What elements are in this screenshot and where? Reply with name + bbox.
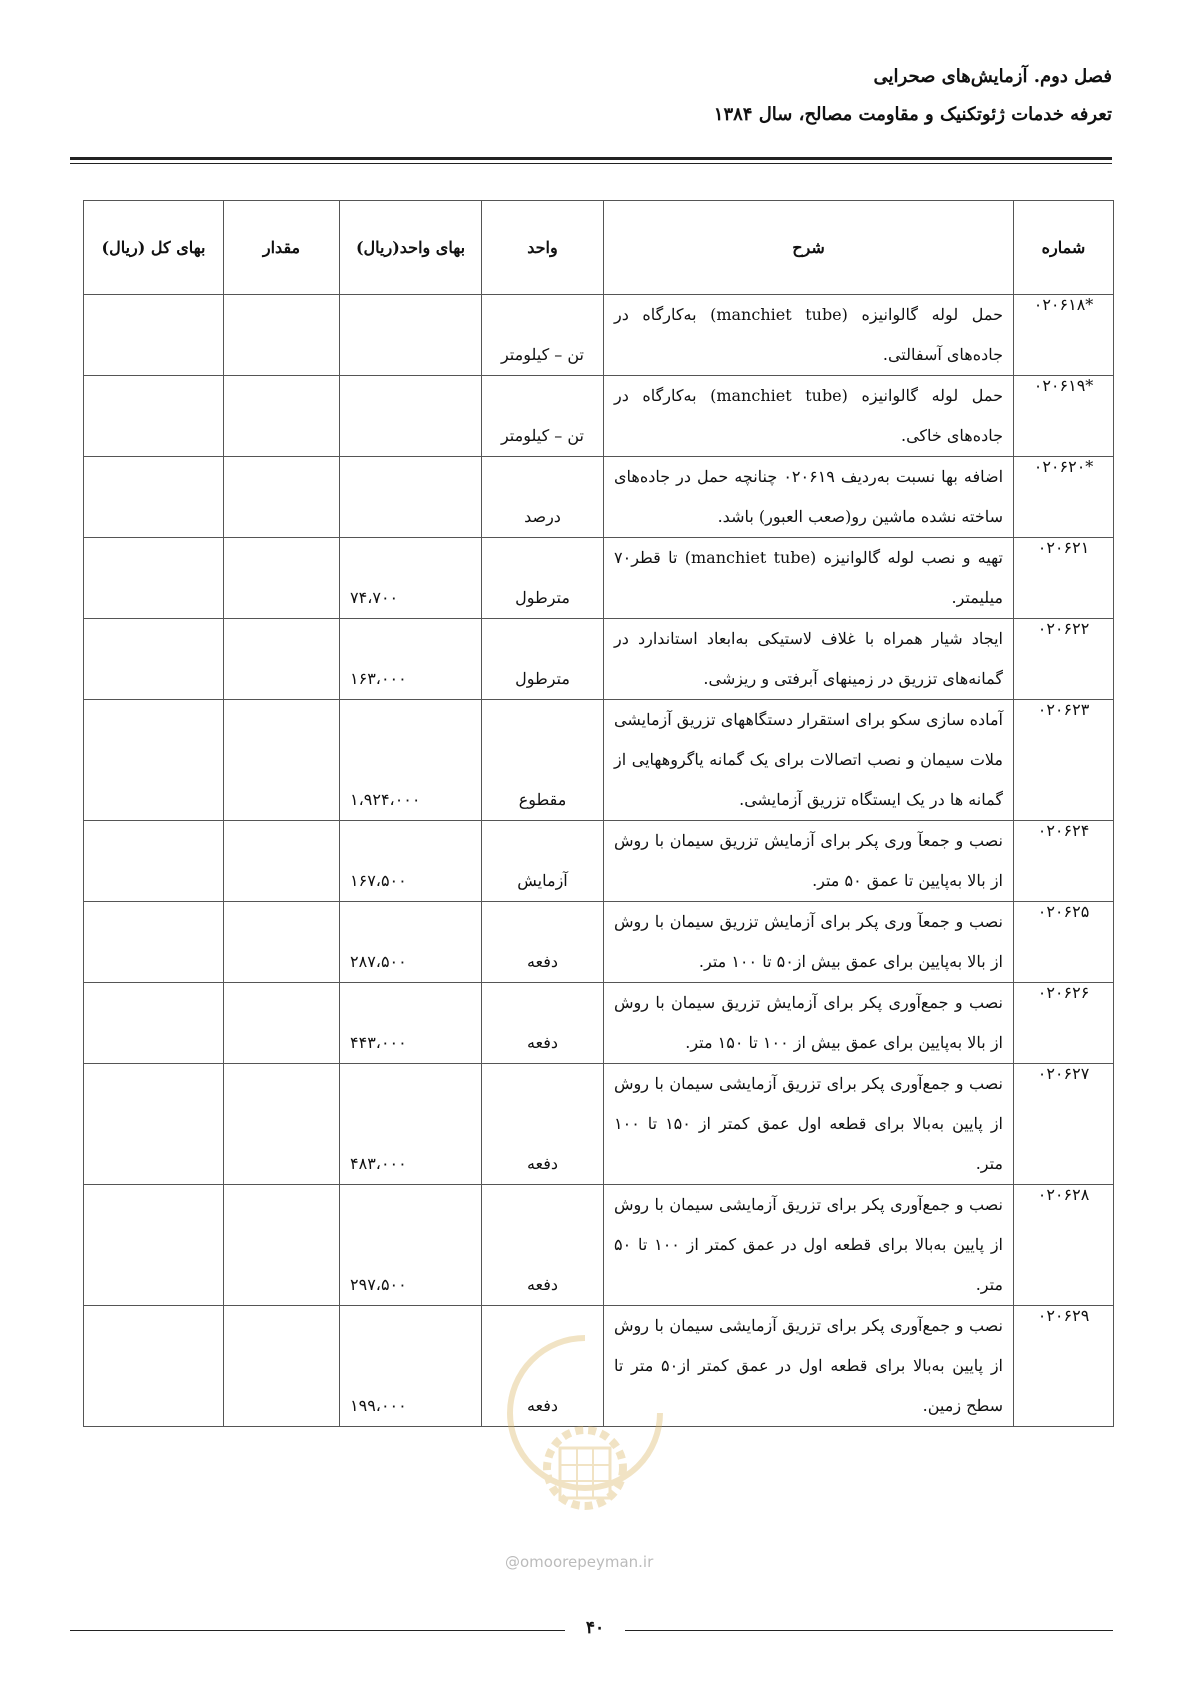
row-unit-price: ۲۸۷،۵۰۰ (340, 902, 482, 983)
row-number: *۰۲۰۶۱۸ (1014, 295, 1114, 376)
row-unit-price: ۱،۹۲۴،۰۰۰ (340, 700, 482, 821)
row-unit-price: ۱۹۹،۰۰۰ (340, 1306, 482, 1427)
table-row (84, 376, 1114, 457)
table-row (84, 619, 1114, 700)
row-unit: تن – کیلومتر (482, 376, 604, 457)
table-row (84, 538, 1114, 619)
row-total-price (84, 983, 224, 1064)
row-total-price (84, 1185, 224, 1306)
row-total-price (84, 1306, 224, 1427)
row-description: نصب و جمعآ وری پکر برای آزمایش تزریق سیمان با روش از بالا به‌پایین برای عمق بیش از۵۰ تا ۱۰۰ متر. (604, 902, 1014, 983)
table-row (84, 821, 1114, 902)
row-number: ۰۲۰۶۲۴ (1014, 821, 1114, 902)
row-total-price (84, 619, 224, 700)
row-number: ۰۲۰۶۲۸ (1014, 1185, 1114, 1306)
row-total-price (84, 902, 224, 983)
row-number: ۰۲۰۶۲۷ (1014, 1064, 1114, 1185)
table-row (84, 983, 1114, 1064)
row-quantity (224, 700, 340, 821)
row-unit: دفعه (482, 1306, 604, 1427)
page-number: ۴۰ (585, 1618, 605, 1638)
table-row (84, 1185, 1114, 1306)
row-number: *۰۲۰۶۲۰ (1014, 457, 1114, 538)
page-header (714, 62, 1112, 130)
table-row (84, 700, 1114, 821)
row-unit: آزمایش (482, 821, 604, 902)
row-unit: مترطول (482, 538, 604, 619)
row-description: نصب و جمع‌آوری پکر برای تزریق آزمایشی سیمان با روش از پایین به‌بالا برای قطعه اول در عمق کمتر از۵۰ متر تا سطح زمین. (604, 1306, 1014, 1427)
column-header-total-price: بهای کل (ریال) (84, 201, 224, 295)
row-unit: تن – کیلومتر (482, 295, 604, 376)
row-description: آماده سازی سکو برای استقرار دستگاههای تزریق آزمایشی ملات سیمان و نصب اتصالات برای یک گمانه یاگروههایی از گمانه ها در یک ایستگاه تزریق آزمایشی. (604, 700, 1014, 821)
column-header-number: شماره (1014, 201, 1114, 295)
row-description: نصب و جمع‌آوری پکر برای تزریق آزمایشی سیمان با روش از پایین به‌بالا برای قطعه اول عمق کمتر از ۱۵۰ تا ۱۰۰ متر. (604, 1064, 1014, 1185)
row-description: حمل لوله گالوانیزه (manchiet tube) به‌کارگاه در جاده‌های آسفالتی. (604, 295, 1014, 376)
row-quantity (224, 295, 340, 376)
row-quantity (224, 376, 340, 457)
row-unit: دفعه (482, 983, 604, 1064)
column-header-description: شرح (604, 201, 1014, 295)
document-subtitle: تعرفه خدمات ژئوتکنیک و مقاومت مصالح، سال ۱۳۸۴ (713, 104, 1112, 125)
table-row (84, 902, 1114, 983)
row-unit-price: ۱۶۷،۵۰۰ (340, 821, 482, 902)
row-total-price (84, 376, 224, 457)
row-number: ۰۲۰۶۲۳ (1014, 700, 1114, 821)
row-unit-price: ۴۸۳،۰۰۰ (340, 1064, 482, 1185)
row-total-price (84, 538, 224, 619)
watermark-text: @omoorepeyman.ir (505, 1553, 654, 1571)
table-header-row (84, 201, 1114, 295)
row-number: ۰۲۰۶۲۲ (1014, 619, 1114, 700)
row-unit-price (340, 376, 482, 457)
header-rule-thick (70, 157, 1112, 160)
column-header-unit: واحد (482, 201, 604, 295)
header-rule-thin (70, 163, 1112, 164)
row-quantity (224, 983, 340, 1064)
row-number: *۰۲۰۶۱۹ (1014, 376, 1114, 457)
footer-rule-left (70, 1630, 565, 1631)
row-description: تهیه و نصب لوله گالوانیزه (manchiet tube) تا قطر۷۰ میلیمتر. (604, 538, 1014, 619)
row-description: نصب و جمع‌آوری پکر برای آزمایش تزریق سیمان با روش از بالا به‌پایین برای عمق بیش از ۱۰۰ تا ۱۵۰ متر. (604, 983, 1014, 1064)
row-total-price (84, 700, 224, 821)
row-unit-price: ۲۹۷،۵۰۰ (340, 1185, 482, 1306)
chapter-title: فصل دوم. آزمایش‌های صحرایی (873, 66, 1112, 87)
row-description: نصب و جمع‌آوری پکر برای تزریق آزمایشی سیمان با روش از پایین به‌بالا برای قطعه اول در عمق کمتر از ۱۰۰ تا ۵۰ متر. (604, 1185, 1014, 1306)
column-header-unit-price: بهای واحد(ریال) (340, 201, 482, 295)
table-row (84, 295, 1114, 376)
row-quantity (224, 902, 340, 983)
table-row (84, 1064, 1114, 1185)
row-quantity (224, 457, 340, 538)
row-unit-price: ۷۴،۷۰۰ (340, 538, 482, 619)
row-description: ایجاد شیار همراه با غلاف لاستیکی به‌ابعاد استاندارد در گمانه‌های تزریق در زمینهای آبرفتی و ریزشی. (604, 619, 1014, 700)
row-unit: درصد (482, 457, 604, 538)
row-quantity (224, 619, 340, 700)
row-unit-price: ۴۴۳،۰۰۰ (340, 983, 482, 1064)
row-number: ۰۲۰۶۲۹ (1014, 1306, 1114, 1427)
row-unit: دفعه (482, 902, 604, 983)
row-total-price (84, 1064, 224, 1185)
row-unit: مترطول (482, 619, 604, 700)
row-description: نصب و جمعآ وری پکر برای آزمایش تزریق سیمان با روش از بالا به‌پایین تا عمق ۵۰ متر. (604, 821, 1014, 902)
row-quantity (224, 1306, 340, 1427)
row-description: اضافه بها نسبت به‌ردیف ۰۲۰۶۱۹ چنانچه حمل در جاده‌های ساخته نشده ماشین رو(صعب العبور) باشد. (604, 457, 1014, 538)
column-header-quantity: مقدار (224, 201, 340, 295)
row-unit-price (340, 295, 482, 376)
row-total-price (84, 821, 224, 902)
table-row (84, 1306, 1114, 1427)
row-total-price (84, 457, 224, 538)
row-unit-price: ۱۶۳،۰۰۰ (340, 619, 482, 700)
row-quantity (224, 538, 340, 619)
row-unit-price (340, 457, 482, 538)
row-number: ۰۲۰۶۲۱ (1014, 538, 1114, 619)
row-total-price (84, 295, 224, 376)
row-quantity (224, 821, 340, 902)
row-number: ۰۲۰۶۲۵ (1014, 902, 1114, 983)
table-row (84, 457, 1114, 538)
row-unit: دفعه (482, 1064, 604, 1185)
row-description: حمل لوله گالوانیزه (manchiet tube) به‌کارگاه در جاده‌های خاکی. (604, 376, 1014, 457)
row-number: ۰۲۰۶۲۶ (1014, 983, 1114, 1064)
row-unit: مقطوع (482, 700, 604, 821)
row-unit: دفعه (482, 1185, 604, 1306)
price-table (83, 200, 1114, 1427)
footer-rule-right (625, 1630, 1113, 1631)
row-quantity (224, 1064, 340, 1185)
row-quantity (224, 1185, 340, 1306)
